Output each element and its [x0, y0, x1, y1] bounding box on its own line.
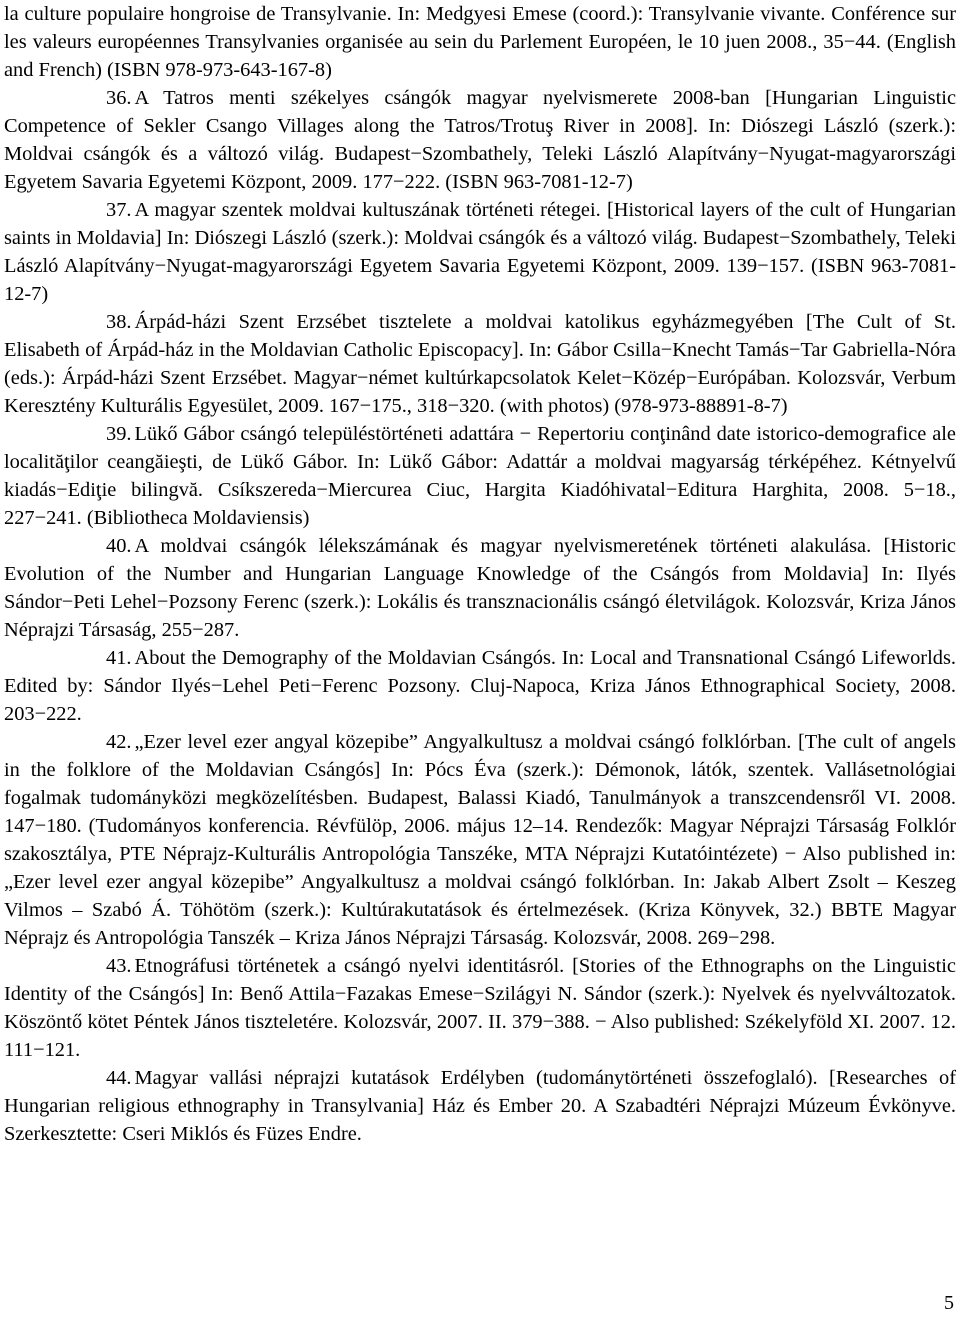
entry-text: A moldvai csángók lélekszámának és magyar nyelvismeretének történeti alakulása. [Historic Evolution of the Number and Hungarian Language Knowledge of the Csángós from Moldavia] In: Ilyés Sándor−Peti Lehel−Pozsony Ferenc (szerk.): Lokális és transznacionális csángó életvilágok. Kolozsvár, Kriza János Néprajzi Társaság, 255−287. [4, 535, 956, 641]
bibliography-entry-41 [4, 644, 956, 728]
entry-text: About the Demography of the Moldavian Csángós. In: Local and Transnational Csángó Lifeworlds. Edited by: Sándor Ilyés−Lehel Peti−Ferenc Pozsony. Cluj-Napoca, Kriza János Ethnographical Society, 2008. 203−222. [4, 647, 956, 725]
bibliography-entry-40 [4, 532, 956, 644]
bibliography-entry-43 [4, 952, 956, 1064]
entry-number: 43. [106, 955, 132, 977]
bibliography-entry-44 [4, 1064, 956, 1148]
entry-text: Etnográfusi történetek a csángó nyelvi identitásról. [Stories of the Ethnographs on the Linguistic Identity of the Csángós] In: Benő Attila−Fazakas Emese−Szilágyi N. Sándor (szerk.): Nyelvek és nyelvváltozatok. Köszöntő kötet Péntek János tiszteletére. Kolozsvár, 2007. II. 379−388. − Also published: Székelyföld XI. 2007. 12. 111−121. [4, 955, 956, 1061]
bibliography-list [4, 0, 956, 1148]
entry-text: Magyar vallási néprajzi kutatások Erdélyben (tudománytörténeti összefoglaló). [Researches of Hungarian religious ethnography in Transylvania] Ház és Ember 20. A Szabadtéri Néprajzi Múzeum Évkönyve. Szerkesztette: Cseri Miklós és Füzes Endre. [4, 1067, 956, 1145]
entry-number: 44. [106, 1067, 132, 1089]
entry-number: 42. [106, 731, 132, 753]
bibliography-entry-37 [4, 196, 956, 308]
page-number: 5 [944, 1292, 954, 1314]
entry-number: 41. [106, 647, 132, 669]
bibliography-entry-39 [4, 420, 956, 532]
bibliography-entry-42 [4, 728, 956, 952]
entry-number: 40. [106, 535, 132, 557]
entry-text: Lükő Gábor csángó településtörténeti adattára − Repertoriu conţinând date istorico-demografice ale localităţilor ceangăieşti, de Lükő Gábor. In: Lükő Gábor: Adattár a moldvai magyarság térképéhez. Kétnyelvű kiadás−Ediţie bilingvă. Csíkszereda−Miercurea Ciuc, Hargita Kiadóhivatal−Editura Harghita, 2008. 5−18., 227−241. (Bibliotheca Moldaviensis) [4, 423, 956, 529]
bibliography-entry-38 [4, 308, 956, 420]
bibliography-entry-36 [4, 84, 956, 196]
entry-text: „Ezer level ezer angyal közepibe” Angyalkultusz a moldvai csángó folklórban. [The cult of angels in the folklore of the Moldavian Csángós] In: Pócs Éva (szerk.): Démonok, látók, szentek. Vallásetnológiai fogalmak tudományközi megközelítésben. Budapest, Balassi Kiadó, Tanulmányok a transzcendensről VI. 2008. 147−180. (Tudományos konferencia. Révfülöp, 2006. május 12–14. Rendezők: Magyar Néprajzi Társaság Folklór szakosztálya, PTE Néprajz-Kulturális Antropológia Tanszéke, MTA Néprajzi Kutatóintézete) − Also published in: „Ezer level ezer angyal közepibe” Angyalkultusz a moldvai csángó folklórban. In: Jakab Albert Zsolt – Keszeg Vilmos – Szabó Á. Töhötöm (szerk.): Kultúrakutatások és értelmezések. (Kriza Könyvek, 32.) BBTE Magyar Néprajz és Antropológia Tanszék – Kriza János Néprajzi Társaság. Kolozsvár, 2008. 269−298. [4, 731, 956, 949]
entry-number: 38. [106, 311, 132, 333]
entry-text: A magyar szentek moldvai kultuszának történeti rétegei. [Historical layers of the cult of Hungarian saints in Moldavia] In: Diószegi László (szerk.): Moldvai csángók és a változó világ. Budapest−Szombathely, Teleki László Alapítvány−Nyugat-magyarországi Egyetem Savaria Egyetemi Központ, 2009. 139−157. (ISBN 963-7081-12-7) [4, 199, 956, 305]
entry-text: A Tatros menti székelyes csángók magyar nyelvismerete 2008-ban [Hungarian Linguistic Competence of Sekler Csango Villages along the Tatros/Trotuş River in 2008]. In: Diószegi László (szerk.): Moldvai csángók és a változó világ. Budapest−Szombathely, Teleki László Alapítvány−Nyugat-magyarországi Egyetem Savaria Egyetemi Központ, 2009. 177−222. (ISBN 963-7081-12-7) [4, 87, 956, 193]
entry-number: 37. [106, 199, 132, 221]
entry-number: 39. [106, 423, 132, 445]
entry-number: 36. [106, 87, 132, 109]
continuation-entry: la culture populaire hongroise de Transylvanie. In: Medgyesi Emese (coord.): Transylvanie vivante. Conférence sur les valeurs européennes Transylvanies organisée au sein du Parlement Européen, le 10 juen 2008., 35−44. (English and French) (ISBN 978-973-643-167-8) [4, 3, 956, 81]
entry-text: Árpád-házi Szent Erzsébet tisztelete a moldvai katolikus egyházmegyében [The Cult of St. Elisabeth of Árpád-ház in the Moldavian Catholic Episcopacy]. In: Gábor Csilla−Knecht Tamás−Tar Gabriella-Nóra (eds.): Árpád-házi Szent Erzsébet. Magyar−német kultúrkapcsolatok Kelet−Közép−Európában. Kolozsvár, Verbum Keresztény Kulturális Egyesület, 2009. 167−175., 318−320. (with photos) (978-973-88891-8-7) [4, 311, 956, 417]
